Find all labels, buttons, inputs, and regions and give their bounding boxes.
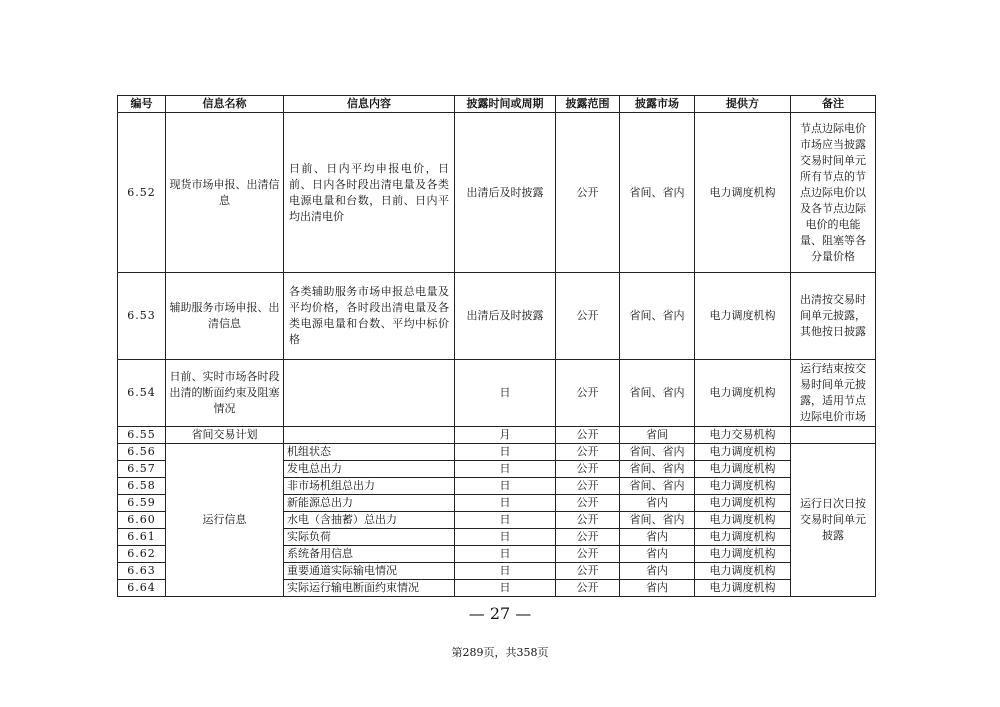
row-disclosure-time: 日 [455, 478, 556, 495]
row-provider: 电力调度机构 [695, 512, 791, 529]
row-number: 6.53 [118, 273, 166, 360]
row-remarks: 运行结束按交易时间单元披露，适用节点边际电价市场 [791, 360, 876, 427]
row-info-content: 非市场机组总出力 [284, 478, 455, 495]
row-provider: 电力调度机构 [695, 546, 791, 563]
row-disclosure-time: 日 [455, 580, 556, 597]
row-disclosure-market: 省间、省内 [620, 113, 695, 273]
row-remarks [791, 427, 876, 444]
row-disclosure-scope: 公开 [556, 512, 620, 529]
row-disclosure-time: 日 [455, 512, 556, 529]
row-remarks: 节点边际电价市场应当披露交易时间单元所有节点的节点边际电价以及各节点边际电价的电能量、阻塞等各分量价格 [791, 113, 876, 273]
row-disclosure-time: 出清后及时披露 [455, 113, 556, 273]
row-disclosure-market: 省间、省内 [620, 512, 695, 529]
row-provider: 电力调度机构 [695, 478, 791, 495]
row-provider: 电力调度机构 [695, 580, 791, 597]
table-row [118, 360, 876, 427]
row-disclosure-time: 日 [455, 461, 556, 478]
row-info-content: 实际负荷 [284, 529, 455, 546]
row-provider: 电力调度机构 [695, 113, 791, 273]
row-disclosure-scope: 公开 [556, 529, 620, 546]
page-footer: 第289页，共358页 [451, 646, 549, 659]
header-disclosure-time: 披露时间或周期 [455, 96, 556, 113]
row-disclosure-scope: 公开 [556, 427, 620, 444]
row-provider: 电力调度机构 [695, 495, 791, 512]
row-number: 6.52 [118, 113, 166, 273]
row-disclosure-time: 月 [455, 427, 556, 444]
row-info-name: 现货市场申报、出清信息 [166, 113, 284, 273]
row-disclosure-scope: 公开 [556, 563, 620, 580]
header-number: 编号 [118, 96, 166, 113]
row-disclosure-time: 日 [455, 529, 556, 546]
row-disclosure-market: 省间、省内 [620, 478, 695, 495]
row-disclosure-scope: 公开 [556, 546, 620, 563]
header-provider: 提供方 [695, 96, 791, 113]
row-info-name: 辅助服务市场申报、出清信息 [166, 273, 284, 360]
row-info-content: 新能源总出力 [284, 495, 455, 512]
row-disclosure-market: 省内 [620, 563, 695, 580]
row-disclosure-scope: 公开 [556, 273, 620, 360]
row-disclosure-scope: 公开 [556, 360, 620, 427]
row-disclosure-market: 省间、省内 [620, 444, 695, 461]
row-disclosure-scope: 公开 [556, 113, 620, 273]
row-disclosure-market: 省间、省内 [620, 360, 695, 427]
row-provider: 电力调度机构 [695, 273, 791, 360]
row-info-name: 省间交易计划 [166, 427, 284, 444]
row-info-content: 水电（含抽蓄）总出力 [284, 512, 455, 529]
row-disclosure-market: 省间、省内 [620, 273, 695, 360]
row-provider: 电力调度机构 [695, 563, 791, 580]
row-provider: 电力调度机构 [695, 360, 791, 427]
table-row [118, 444, 876, 461]
row-disclosure-scope: 公开 [556, 461, 620, 478]
row-disclosure-time: 日 [455, 546, 556, 563]
row-disclosure-scope: 公开 [556, 580, 620, 597]
row-disclosure-scope: 公开 [556, 495, 620, 512]
row-number: 6.63 [118, 563, 166, 580]
header-remarks: 备注 [791, 96, 876, 113]
row-number: 6.58 [118, 478, 166, 495]
row-provider: 电力调度机构 [695, 461, 791, 478]
row-disclosure-time: 日 [455, 495, 556, 512]
row-info-content: 发电总出力 [284, 461, 455, 478]
row-remarks: 出清按交易时间单元披露，其他按日披露 [791, 273, 876, 360]
row-disclosure-time: 日 [455, 444, 556, 461]
header-info-name: 信息名称 [166, 96, 284, 113]
row-info-content [284, 427, 455, 444]
row-provider: 电力调度机构 [695, 444, 791, 461]
row-disclosure-time: 出清后及时披露 [455, 273, 556, 360]
row-disclosure-time: 日 [455, 360, 556, 427]
table-row [118, 273, 876, 360]
row-disclosure-market: 省间 [620, 427, 695, 444]
page-number: — 27 — [468, 604, 532, 623]
row-disclosure-market: 省间、省内 [620, 461, 695, 478]
header-info-content: 信息内容 [284, 96, 455, 113]
row-number: 6.64 [118, 580, 166, 597]
row-info-content: 重要通道实际输电情况 [284, 563, 455, 580]
table-header-row [118, 96, 876, 113]
row-number: 6.60 [118, 512, 166, 529]
row-disclosure-market: 省内 [620, 580, 695, 597]
row-disclosure-market: 省内 [620, 546, 695, 563]
row-info-content [284, 360, 455, 427]
row-info-content: 日前、日内平均申报电价，日前、日内各时段出清电量及各类电源电量和台数，日前、日内平均出清电价 [284, 113, 455, 273]
header-disclosure-market: 披露市场 [620, 96, 695, 113]
row-disclosure-market: 省内 [620, 529, 695, 546]
row-number: 6.57 [118, 461, 166, 478]
header-disclosure-scope: 披露范围 [556, 96, 620, 113]
row-disclosure-scope: 公开 [556, 478, 620, 495]
row-info-content: 实际运行输电断面约束情况 [284, 580, 455, 597]
operation-remarks: 运行日次日按交易时间单元披露 [791, 444, 876, 597]
row-number: 6.56 [118, 444, 166, 461]
row-disclosure-scope: 公开 [556, 444, 620, 461]
operation-info-name: 运行信息 [166, 444, 284, 597]
row-provider: 电力交易机构 [695, 427, 791, 444]
row-info-content: 系统备用信息 [284, 546, 455, 563]
table-row [118, 113, 876, 273]
row-disclosure-market: 省内 [620, 495, 695, 512]
row-number: 6.55 [118, 427, 166, 444]
row-number: 6.54 [118, 360, 166, 427]
row-number: 6.59 [118, 495, 166, 512]
row-disclosure-time: 日 [455, 563, 556, 580]
row-info-content: 各类辅助服务市场申报总电量及平均价格，各时段出清电量及各类电源电量和台数、平均中标价格 [284, 273, 455, 360]
disclosure-table [117, 95, 876, 597]
table-row [118, 427, 876, 444]
row-number: 6.62 [118, 546, 166, 563]
row-info-content: 机组状态 [284, 444, 455, 461]
row-number: 6.61 [118, 529, 166, 546]
row-provider: 电力调度机构 [695, 529, 791, 546]
row-info-name: 日前、实时市场各时段出清的断面约束及阻塞情况 [166, 360, 284, 427]
